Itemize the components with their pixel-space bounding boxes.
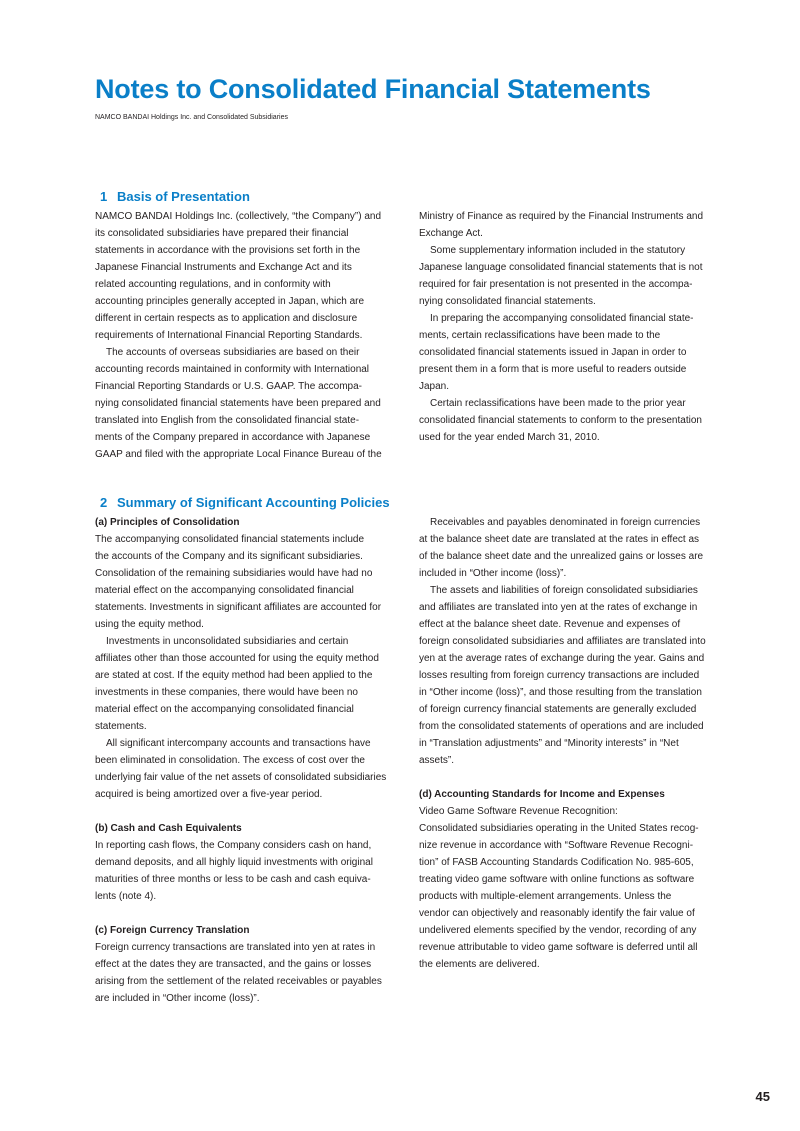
text-line: Receivables and payables denominated in foreign currencies xyxy=(430,517,701,528)
text-line: All significant intercompany accounts and transactions have xyxy=(106,738,371,749)
text-line: foreign consolidated subsidiaries and affiliates are translated into xyxy=(419,636,706,647)
text-line: Video Game Software Revenue Recognition: xyxy=(419,806,618,817)
text-line: Foreign currency transactions are translated into yen at rates in xyxy=(95,942,376,953)
text-line: accounting principles generally accepted in Japan, which are xyxy=(95,296,365,307)
text-line: nying consolidated financial statements. xyxy=(419,296,596,307)
text-line: required for fair presentation is not presented in the accompa- xyxy=(419,279,693,290)
text-line: from the consolidated statements of operations and are included xyxy=(419,721,704,732)
text-line: Exchange Act. xyxy=(419,228,483,239)
text-line: Japan. xyxy=(419,381,450,392)
text-line: the elements are delivered. xyxy=(419,959,540,970)
text-line: Japanese language consolidated financial statements that is not xyxy=(419,262,703,273)
text-line: underlying fair value of the net assets of consolidated subsidiaries xyxy=(95,772,387,783)
text-line: revenue attributable to video game software is deferred until all xyxy=(419,942,698,953)
text-line: translated into English from the consolidated financial state- xyxy=(95,415,360,426)
text-line: included in “Other income (loss)”. xyxy=(419,568,567,579)
text-line: consolidated financial statements issued in Japan in order to xyxy=(419,347,687,358)
page-subtitle: NAMCO BANDAI Holdings Inc. and Consolidated Subsidiaries xyxy=(95,114,288,121)
text-line: are stated at cost. If the equity method had been applied to the xyxy=(95,670,373,681)
text-line: Financial Reporting Standards or U.S. GAAP. The accompa- xyxy=(95,381,362,392)
text-line: affiliates other than those accounted for using the equity method xyxy=(95,653,379,664)
text-line: present them in a form that is more useful to readers outside xyxy=(419,364,687,375)
text-line: material effect on the accompanying consolidated financial xyxy=(95,704,354,715)
text-line: of the balance sheet date and the unrealized gains or losses are xyxy=(419,551,704,562)
text-line: effect at the balance sheet date. Revenue and expenses of xyxy=(419,619,681,630)
text-line: Certain reclassifications have been made to the prior year xyxy=(430,398,686,409)
text-line: vendor can objectively and reasonably identify the fair value of xyxy=(419,908,695,919)
text-line: arising from the settlement of the related receivables or payables xyxy=(95,976,382,987)
text-line: In preparing the accompanying consolidated financial state- xyxy=(430,313,694,324)
text-line: ments, certain reclassifications have been made to the xyxy=(419,330,661,341)
paragraph-gap xyxy=(95,905,407,922)
text-line: undelivered elements specified by the vendor, recording of any xyxy=(419,925,697,936)
text-line: nize revenue in accordance with “Software Revenue Recogni- xyxy=(419,840,694,851)
text-line: Investments in unconsolidated subsidiaries and certain xyxy=(106,636,349,647)
text-line: of foreign currency financial statements are generally excluded xyxy=(419,704,697,715)
section-1-title: Basis of Presentation xyxy=(117,189,250,204)
section-2-title: Summary of Significant Accounting Policies xyxy=(117,495,390,510)
page-number: 45 xyxy=(755,1089,770,1104)
subsection-heading: (a) Principles of Consolidation xyxy=(95,517,240,528)
text-line: using the equity method. xyxy=(95,619,204,630)
text-line: consolidated financial statements to conform to the presentation xyxy=(419,415,702,426)
text-line: related accounting regulations, and in conformity with xyxy=(95,279,331,290)
text-line: tion” of FASB Accounting Standards Codification No. 985-605, xyxy=(419,857,694,868)
text-line: acquired is being amortized over a five-year period. xyxy=(95,789,323,800)
section-1-heading xyxy=(100,189,250,204)
text-line: investments in these companies, there would have been no xyxy=(95,687,358,698)
text-line: in “Translation adjustments” and “Minority interests” in “Net xyxy=(419,738,679,749)
text-line: assets”. xyxy=(419,755,455,766)
text-line: at the balance sheet date are translated at the rates in effect as xyxy=(419,534,699,545)
text-line: The accompanying consolidated financial statements include xyxy=(95,534,365,545)
subsection-heading: (d) Accounting Standards for Income and Expenses xyxy=(419,789,665,800)
section-2-right-column xyxy=(419,514,731,973)
section-1-right-column xyxy=(419,208,731,446)
text-line: statements. Investments in significant affiliates are accounted for xyxy=(95,602,382,613)
text-line: its consolidated subsidiaries have prepared their financial xyxy=(95,228,349,239)
section-2-heading xyxy=(100,495,390,510)
text-line: lents (note 4). xyxy=(95,891,157,902)
subsection-heading: (c) Foreign Currency Translation xyxy=(95,925,250,936)
section-1-left-column xyxy=(95,208,407,463)
text-line: Japanese Financial Instruments and Exchange Act and its xyxy=(95,262,352,273)
text-line: are included in “Other income (loss)”. xyxy=(95,993,260,1004)
text-line: been eliminated in consolidation. The excess of cost over the xyxy=(95,755,365,766)
text-line: NAMCO BANDAI Holdings Inc. (collectively, “the Company”) and xyxy=(95,211,382,222)
text-line: statements. xyxy=(95,721,147,732)
text-line: requirements of International Financial Reporting Standards. xyxy=(95,330,363,341)
text-line: and affiliates are translated into yen at the rates of exchange in xyxy=(419,602,698,613)
text-line: The assets and liabilities of foreign consolidated subsidiaries xyxy=(430,585,698,596)
text-line: nying consolidated financial statements have been prepared and xyxy=(95,398,381,409)
text-line: demand deposits, and all highly liquid investments with original xyxy=(95,857,373,868)
text-line: different in certain respects as to application and disclosure xyxy=(95,313,358,324)
section-1-number: 1 xyxy=(100,189,108,204)
text-line: effect at the dates they are transacted, and the gains or losses xyxy=(95,959,372,970)
paragraph-gap xyxy=(419,769,731,786)
text-line: accounting records maintained in conformity with International xyxy=(95,364,370,375)
text-line: ments of the Company prepared in accordance with Japanese xyxy=(95,432,371,443)
text-line: treating video game software with online functions as software xyxy=(419,874,695,885)
text-line: yen at the average rates of exchange during the year. Gains and xyxy=(419,653,705,664)
text-line: GAAP and filed with the appropriate Local Finance Bureau of the xyxy=(95,449,382,460)
section-2-number: 2 xyxy=(100,495,108,510)
text-line: material effect on the accompanying consolidated financial xyxy=(95,585,354,596)
text-line: Some supplementary information included in the statutory xyxy=(430,245,686,256)
text-line: maturities of three months or less to be cash and cash equiva- xyxy=(95,874,371,885)
page-title: Notes to Consolidated Financial Statements xyxy=(95,74,651,104)
text-line: Consolidation of the remaining subsidiaries would have had no xyxy=(95,568,373,579)
text-line: products with multiple-element arrangements. Unless the xyxy=(419,891,672,902)
text-line: losses resulting from foreign currency transactions are included xyxy=(419,670,700,681)
paragraph-gap xyxy=(95,803,407,820)
text-line: the accounts of the Company and its significant subsidiaries. xyxy=(95,551,363,562)
text-line: Ministry of Finance as required by the Financial Instruments and xyxy=(419,211,704,222)
text-line: Consolidated subsidiaries operating in the United States recog- xyxy=(419,823,699,834)
text-line: The accounts of overseas subsidiaries are based on their xyxy=(106,347,360,358)
subsection-heading: (b) Cash and Cash Equivalents xyxy=(95,823,242,834)
text-line: In reporting cash flows, the Company considers cash on hand, xyxy=(95,840,372,851)
text-line: used for the year ended March 31, 2010. xyxy=(419,432,600,443)
text-line: in “Other income (loss)”, and those resulting from the translation xyxy=(419,687,702,698)
section-2-left-column xyxy=(95,514,407,1007)
text-line: statements in accordance with the provisions set forth in the xyxy=(95,245,361,256)
